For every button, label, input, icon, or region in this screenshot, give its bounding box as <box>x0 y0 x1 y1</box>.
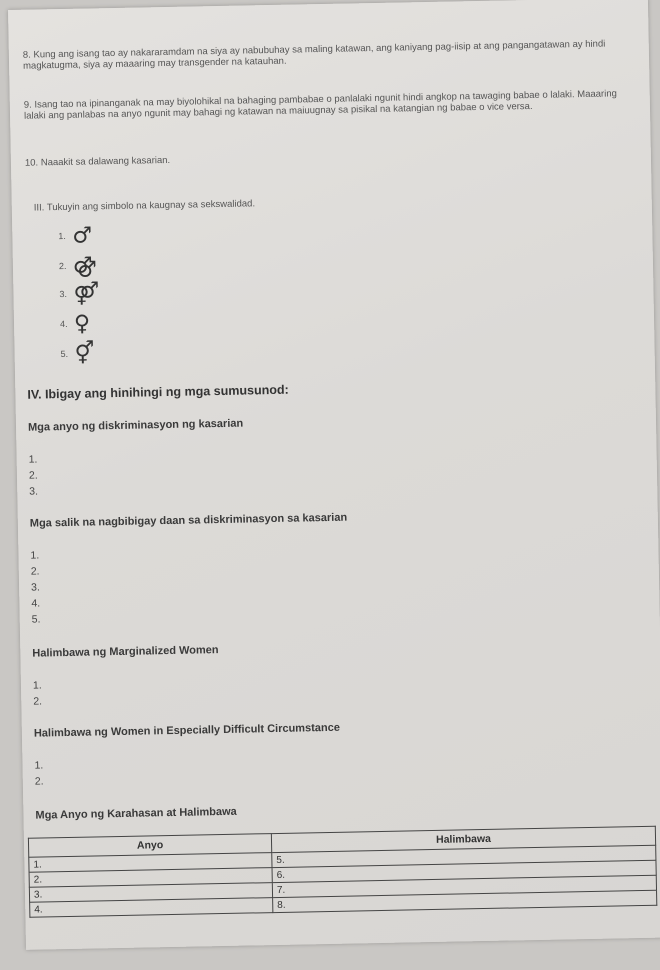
blank-line: 1. <box>34 759 44 772</box>
blank-line: 2. <box>28 469 38 482</box>
table-cell: 6. <box>272 860 656 882</box>
blank-line: 2. <box>33 695 43 708</box>
blank-line: 1. <box>28 453 38 466</box>
symbol-row-3 <box>59 280 99 307</box>
blank-line: 3. <box>29 485 39 498</box>
table-cell: 4. <box>30 898 273 918</box>
female-male-symbol-icon: ⚤ <box>73 280 100 307</box>
blank-line: 3. <box>30 581 40 594</box>
blank-line: 1. <box>32 679 42 692</box>
table-cell: 3. <box>29 883 272 903</box>
column-header-halimbawa: Halimbawa <box>271 826 655 852</box>
symbol-number: 5. <box>60 348 69 360</box>
table-cell: 5. <box>272 845 656 867</box>
section-title: Halimbawa ng Marginalized Women <box>32 644 219 660</box>
item-10: 10. Naaakit sa dalawang kasarian. <box>24 154 171 169</box>
table-title: Mga Anyo ng Karahasan at Halimbawa <box>35 805 237 822</box>
symbol-row-2 <box>59 252 97 279</box>
symbol-number: 4. <box>59 318 68 330</box>
part4-heading: IV. Ibigay ang hinihingi ng mga sumusunod: <box>27 382 289 402</box>
section-title: Mga salik na nagbibigay daan sa diskriminasyon sa kasarian <box>29 511 348 530</box>
symbol-number: 3. <box>59 288 68 300</box>
symbol-number: 1. <box>58 230 66 242</box>
blank-line: 5. <box>31 613 41 626</box>
section-title: Halimbawa ng Women in Especially Difficult Circumstance <box>33 721 341 740</box>
blank-line: 1. <box>30 549 40 562</box>
symbol-number: 2. <box>58 260 67 272</box>
column-header-anyo: Anyo <box>28 834 271 858</box>
symbol-row-5 <box>60 340 94 367</box>
karahasan-table <box>28 826 657 918</box>
section-title: Mga anyo ng diskriminasyon ng kasarian <box>27 417 244 434</box>
item-8: 8. Kung ang isang tao ay nakararamdam na siya ay nabubuhay sa maling katawan, ang kaniyang pag-iisip at ang pangangatawan ay hindi magkatugma, siya ay maaaring may transgender na katauhan. <box>22 38 606 72</box>
part3-instruction: III. Tukuyin ang simbolo na kaugnay sa sekswalidad. <box>33 198 256 214</box>
blank-line: 2. <box>30 565 40 578</box>
symbol-row-1 <box>58 222 92 249</box>
double-male-symbol-icon: ⚣ <box>72 252 98 279</box>
male-symbol-icon: ♂ <box>72 222 93 249</box>
table-cell: 8. <box>273 890 657 912</box>
table-cell: 7. <box>272 875 656 897</box>
worksheet-page <box>8 0 660 950</box>
symbol-row-4 <box>60 310 91 337</box>
blank-line: 2. <box>34 775 44 788</box>
transgender-symbol-icon: ⚥ <box>74 340 95 367</box>
blank-line: 4. <box>31 597 41 610</box>
female-symbol-icon: ♀ <box>73 310 91 337</box>
table-cell: 2. <box>29 868 272 888</box>
item-9: 9. Isang tao na ipinanganak na may biyolohikal na bahaging pambabae o panlalaki ngunit hindi angkop na tawaging babae o lalaki. Maaaring lalaki ang panlabas na anyo ngunit may bahagi ng katawan na maiuugnay sa pisikal na katangian ng babae o vice versa. <box>23 88 617 122</box>
table-cell: 1. <box>29 853 272 873</box>
